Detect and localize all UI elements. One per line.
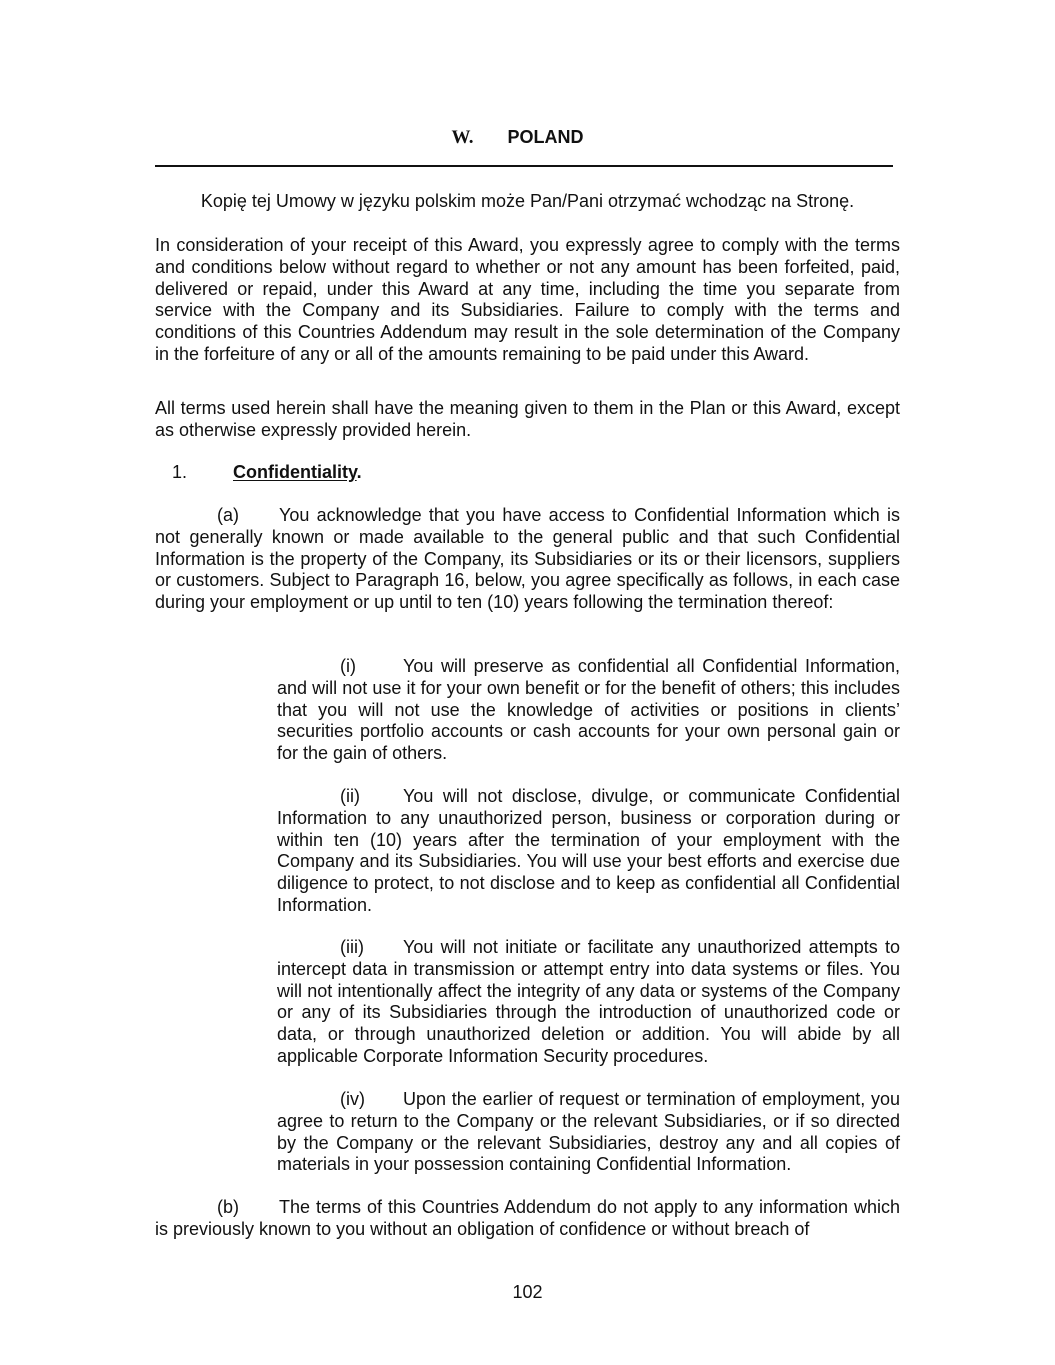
heading-number: 1. — [172, 462, 188, 482]
subclause-ii-label: (ii) — [340, 786, 360, 806]
subclause-iii-label: (iii) — [340, 937, 364, 957]
heading-divider — [155, 165, 893, 167]
clause-a — [155, 505, 900, 614]
page-number: 102 — [512, 1282, 543, 1302]
clause-a-text: You acknowledge that you have access to Confidential Information which is not generally known or made available to the general public and that such Confidential Information is the property of the Company, its Subsidiaries or its or their licensors, suppliers or customers. Subject to Paragraph 16, below, you agree specifically as follows, in each case during your employment or up until to ten (10) years following the termination thereof: — [155, 505, 900, 613]
clause-b-label: (b) — [217, 1197, 239, 1217]
subclause-i-text: You will preserve as confidential all Confidential Information, and will not use it for your own benefit or for the benefit of others; this includes that you will not use the knowledge of activities or positions in clients’ securities portfolio accounts or cash accounts for your own personal gain or for the gain of others. — [277, 656, 900, 764]
heading-title: Confidentiality — [233, 462, 357, 482]
section-title: POLAND — [507, 127, 584, 147]
subclause-iv-label: (iv) — [340, 1089, 365, 1109]
intro-paragraph-consideration: In consideration of your receipt of this Award, you expressly agree to comply with the terms and conditions below without regard to whether or not any amount has been forfeited, paid, delivered or repaid, under this Award at any time, including the time you separate from service with the Company and its Subsidiaries. Failure to comply with the terms and conditions of this Countries Addendum may result in the sole determination of the Company in the forfeiture of any or all of the amounts remaining to be paid under this Award. — [155, 235, 900, 364]
subclause-i-label: (i) — [340, 656, 356, 676]
subclause-i — [277, 656, 900, 765]
subclause-iii — [277, 937, 900, 1068]
polish-language-note: Kopię tej Umowy w języku polskim może Pan/Pani otrzymać wchodząc na Stronę. — [200, 191, 855, 211]
intro-paragraph-definitions: All terms used herein shall have the meaning given to them in the Plan or this Award, except as otherwise expressly provided herein. — [155, 398, 900, 440]
clause-a-label: (a) — [217, 505, 239, 525]
section-letter: W. — [451, 127, 474, 148]
subclause-iv — [277, 1089, 900, 1176]
clause-b — [155, 1197, 900, 1241]
heading-period: . — [356, 462, 362, 482]
subclause-ii — [277, 786, 900, 917]
heading-confidentiality — [172, 462, 362, 484]
subclause-iv-text: Upon the earlier of request or termination of employment, you agree to return to the Company or the relevant Subsidiaries, or if so directed by the Company or the relevant Subsidiaries, destroy any and all copies of materials in your possession containing Confidential Information. — [277, 1089, 900, 1175]
section-heading — [0, 126, 1055, 149]
subclause-ii-text: You will not disclose, divulge, or communicate Confidential Information to any unauthorized person, business or corporation during or within ten (10) years after the termination of your employment with the Company and its Subsidiaries. You will use your best efforts and exercise due diligence to protect, to not disclose and to keep as confidential all Confidential Information. — [277, 786, 900, 915]
subclause-iii-text: You will not initiate or facilitate any unauthorized attempts to intercept data in transmission or attempt entry into data systems or files. You will not intentionally affect the integrity of any data or systems of the Company or any of its Subsidiaries through the introduction of unauthorized code or data, or through unauthorized deletion or addition. You will abide by all applicable Corporate Information Security procedures. — [277, 937, 900, 1066]
clause-b-text: The terms of this Countries Addendum do not apply to any information which is previously known to you without an obligation of confidence or without breach of — [155, 1197, 900, 1239]
